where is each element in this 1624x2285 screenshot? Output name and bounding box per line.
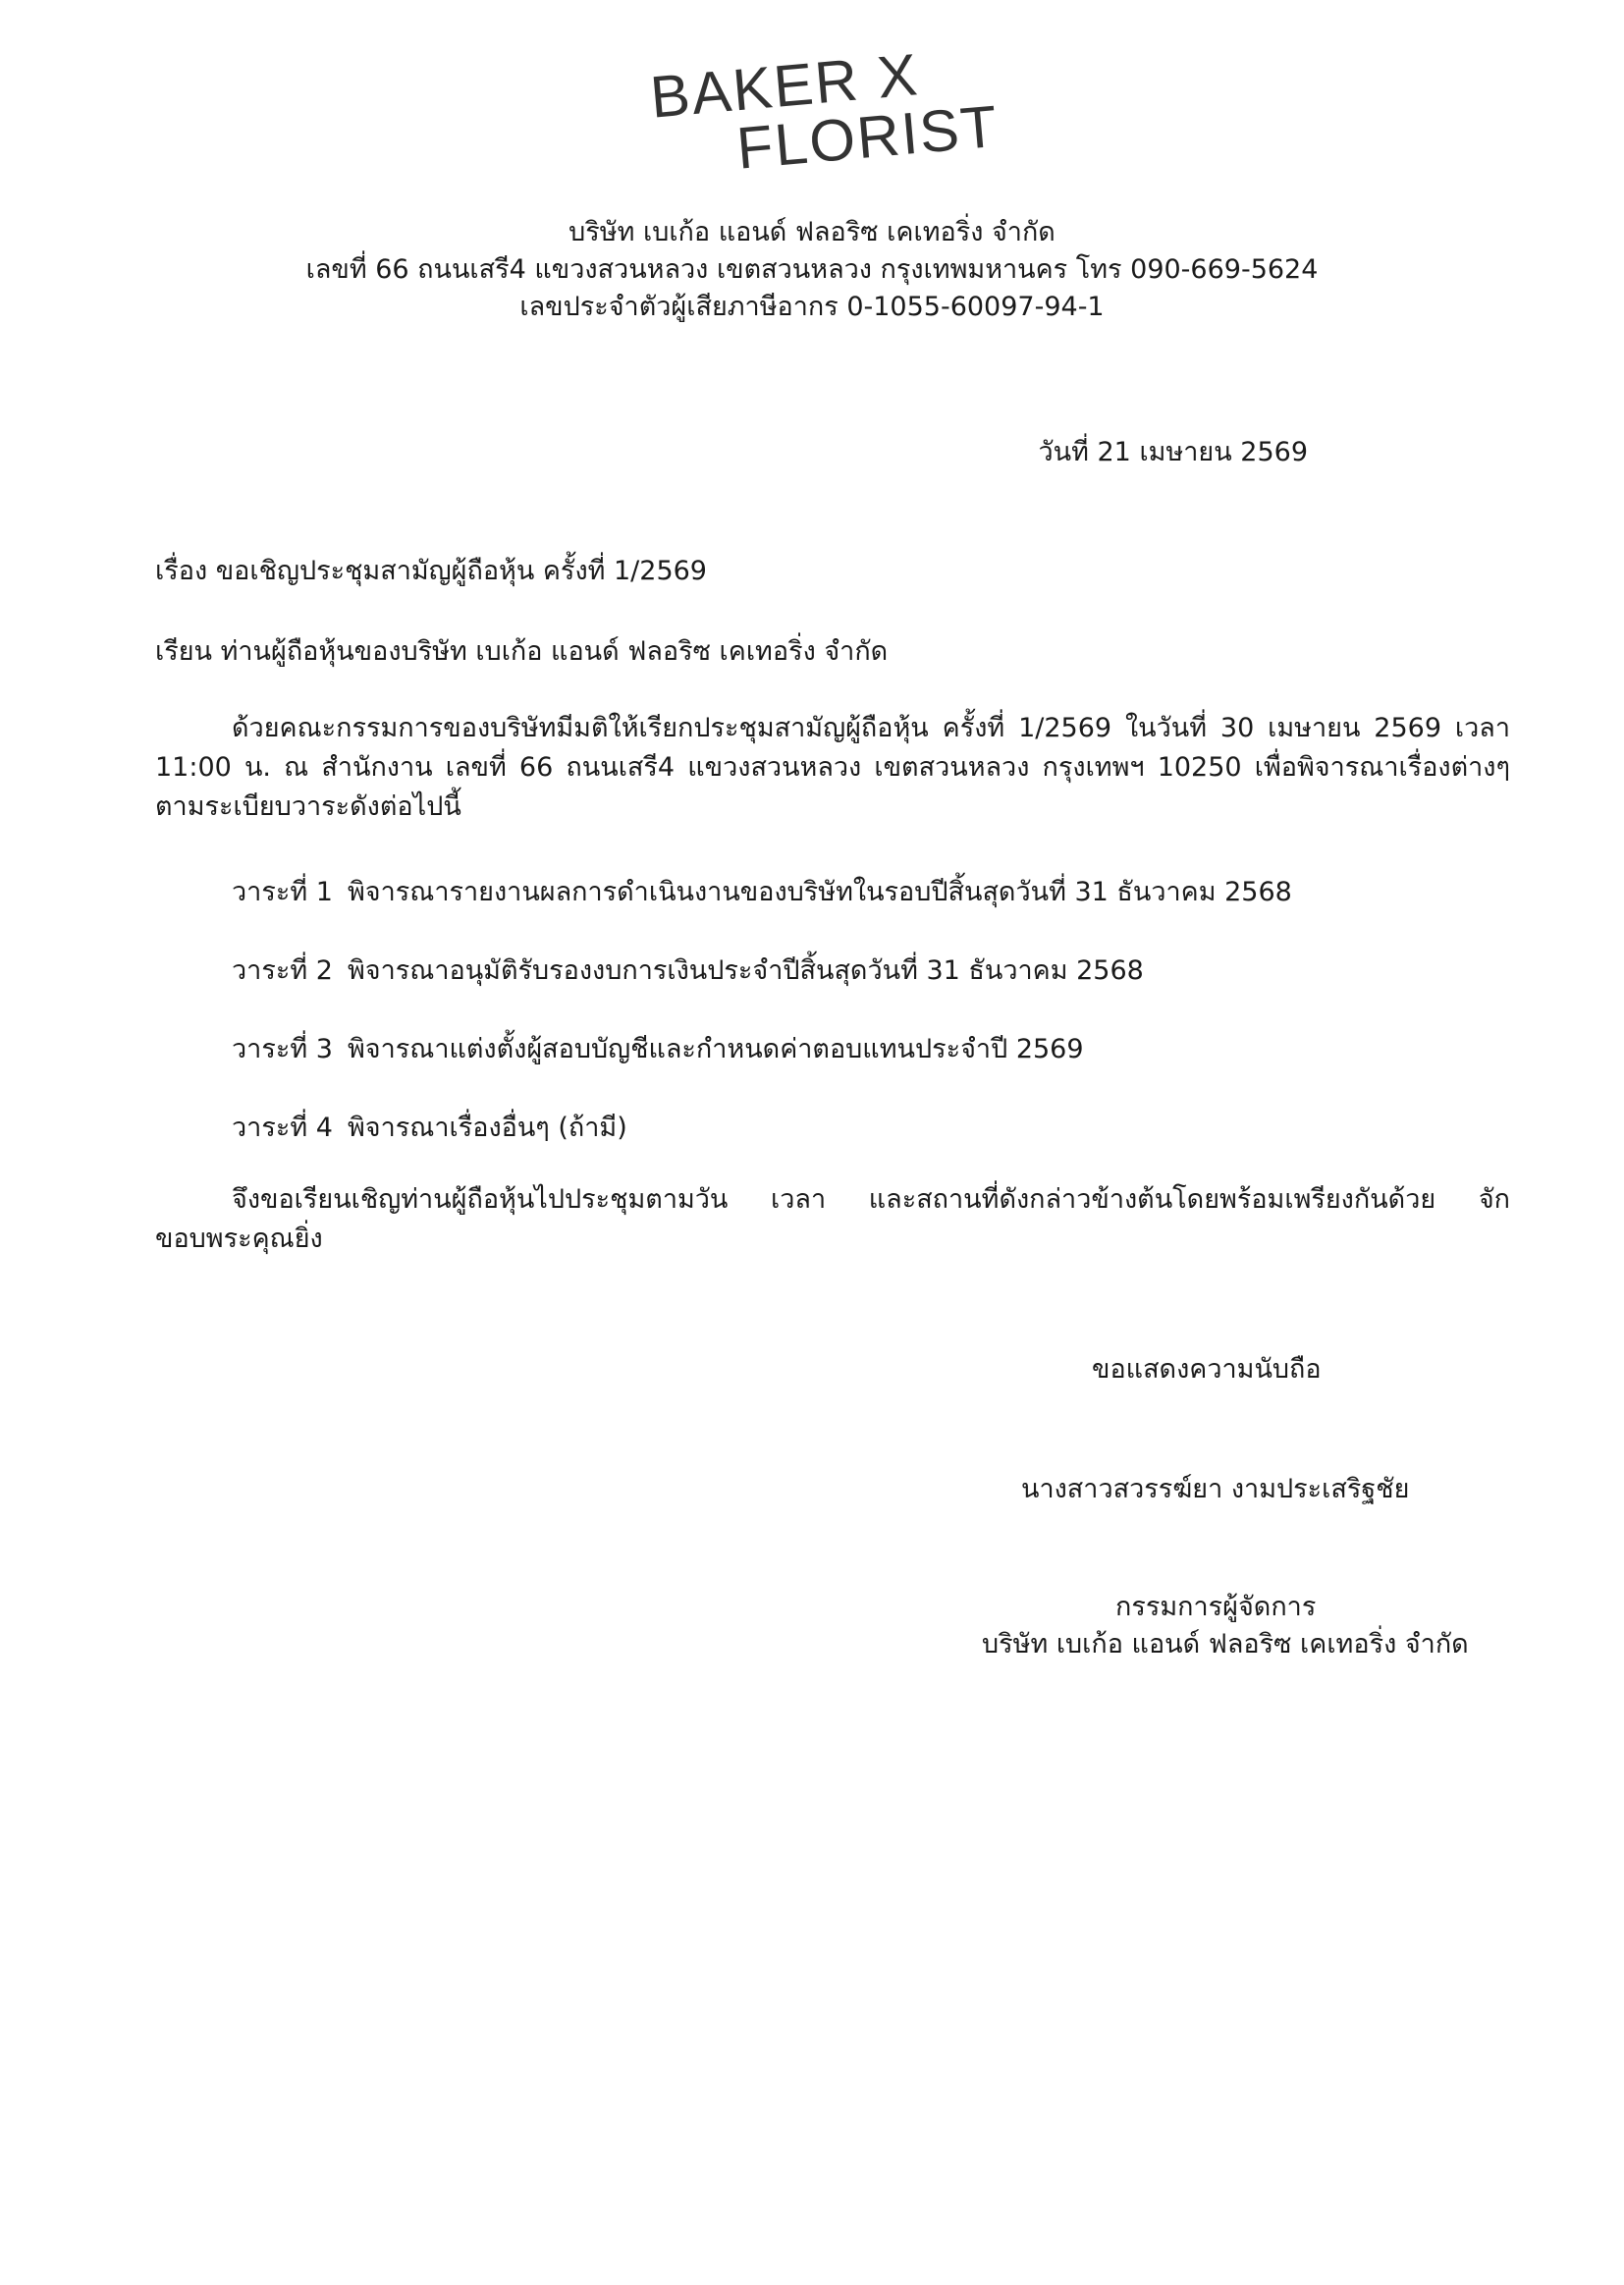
company-address: เลขที่ 66 ถนนเสรี4 แขวงสวนหลวง เขตสวนหลวง กรุงเทพมหานคร โทร 090-669-5624 — [305, 254, 1319, 285]
signature-closing: ขอแสดงความนับถือ — [1092, 1354, 1322, 1385]
agenda-number: วาระที่ 4 — [232, 1113, 333, 1143]
agenda-text: พิจารณาเรื่องอื่นๆ (ถ้ามี) — [348, 1113, 627, 1143]
agenda-number: วาระที่ 1 — [232, 877, 333, 907]
signer-company: บริษัท เบเก้อ แอนด์ ฟลอริซ เคเทอริ่ง จำกัด — [982, 1629, 1469, 1659]
letter-date: วันที่ 21 เมษายน 2569 — [1038, 437, 1308, 467]
signer-title: กรรมการผู้จัดการ — [1115, 1592, 1317, 1622]
body-closing-text: จึงขอเรียนเชิญท่านผู้ถือหุ้นไปประชุมตามวัน เวลา และสถานที่ดังกล่าวข้างต้นโดยพร้อมเพรียงกันด้วย จักขอบพระคุณยิ่ง — [155, 1184, 1510, 1254]
body-intro-paragraph — [155, 709, 1510, 827]
body-closing-paragraph — [155, 1180, 1510, 1259]
logo-line-1: BAKER X — [647, 41, 922, 131]
logo-line-2: FLORIST — [733, 92, 1001, 182]
agenda-text: พิจารณาแต่งตั้งผู้สอบบัญชีและกำหนดค่าตอบแทนประจำปี 2569 — [348, 1034, 1084, 1064]
agenda-item — [232, 1106, 627, 1148]
letter-recipient: เรียน ท่านผู้ถือหุ้นของบริษัท เบเก้อ แอนด์ ฟลอริซ เคเทอริ่ง จำกัด — [155, 636, 889, 667]
body-intro-text: ด้วยคณะกรรมการของบริษัทมีมติให้เรียกประชุมสามัญผู้ถือหุ้น ครั้งที่ 1/2569 ในวันที่ 30 เมษายน 2569 เวลา 11:00 น. ณ สำนักงาน เลขที่ 66 ถนนเสรี4 แขวงสวนหลวง เขตสวนหลวง กรุงเทพฯ 10250 เพื่อพิจารณาเรื่องต่างๆ ตามระเบียบวาระดังต่อไปนี้ — [155, 713, 1510, 822]
letter-subject: เรื่อง ขอเชิญประชุมสามัญผู้ถือหุ้น ครั้งที่ 1/2569 — [155, 556, 707, 586]
agenda-number: วาระที่ 3 — [232, 1034, 333, 1064]
agenda-number: วาระที่ 2 — [232, 955, 333, 986]
signer-name: นางสาวสวรรฆ์ยา งามประเสริฐชัย — [1021, 1474, 1410, 1504]
company-logo — [647, 41, 1001, 182]
letterhead — [0, 214, 1624, 326]
agenda-item — [232, 870, 1292, 912]
company-name: บริษัท เบเก้อ แอนด์ ฟลอริซ เคเทอริ่ง จำกัด — [568, 217, 1056, 247]
agenda-text: พิจารณารายงานผลการดำเนินงานของบริษัทในรอบปีสิ้นสุดวันที่ 31 ธันวาคม 2568 — [348, 877, 1292, 907]
tax-id: เลขประจำตัวผู้เสียภาษีอากร 0-1055-60097-94-1 — [519, 292, 1105, 322]
agenda-item — [232, 1027, 1084, 1069]
agenda-text: พิจารณาอนุมัติรับรองงบการเงินประจำปีสิ้นสุดวันที่ 31 ธันวาคม 2568 — [348, 955, 1144, 986]
agenda-item — [232, 949, 1144, 991]
